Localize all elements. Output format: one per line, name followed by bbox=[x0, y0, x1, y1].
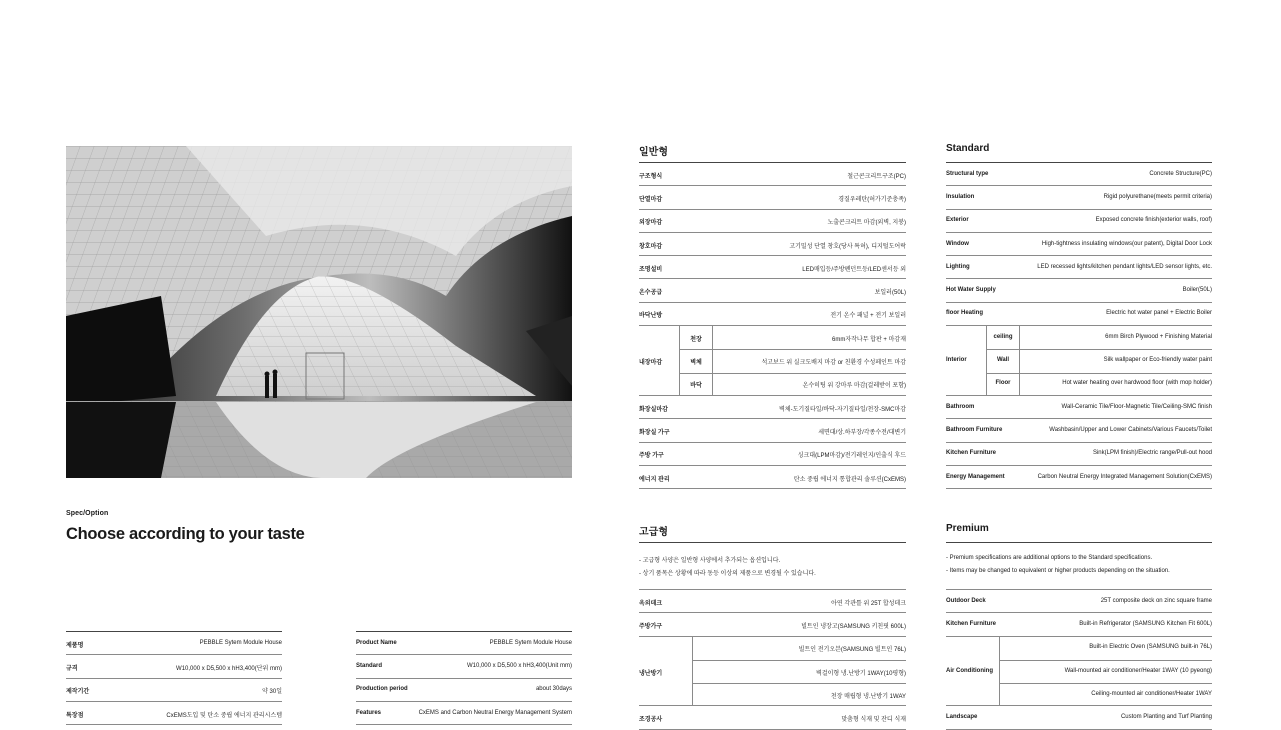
row-value: 빌트인 냉장고(SAMSUNG 키친핏 600L) bbox=[801, 623, 906, 630]
row-value: 25T composite deck on zinc square frame bbox=[1100, 597, 1212, 604]
row-value: 천장 매립형 냉.난방기 1WAY bbox=[830, 693, 906, 700]
table-row bbox=[639, 210, 906, 233]
row-value: W10,000 x D5,500 x hH3,400(Unit mm) bbox=[466, 662, 572, 669]
sub-label: 바닥 bbox=[690, 383, 702, 390]
row-label: Production period bbox=[356, 686, 408, 693]
interior-group bbox=[639, 326, 906, 396]
table-row bbox=[946, 419, 1212, 442]
row-label: Outdoor Deck bbox=[946, 597, 986, 604]
row-label: 조경공사 bbox=[639, 717, 663, 724]
row-label: Standard bbox=[356, 662, 383, 669]
row-value: Wall-Ceramic Tile/Floor-Magnetic Tile/Ceiling-SMC finish bbox=[1061, 403, 1212, 410]
row-value: High-tightness insulating windows(our patent), Digital Door Lock bbox=[1041, 240, 1212, 247]
table-row bbox=[66, 679, 282, 702]
row-value: 노출콘크리트 마감(외벽, 지붕) bbox=[827, 220, 906, 227]
table-row bbox=[946, 280, 1212, 303]
page-headline: Choose according to your taste bbox=[66, 525, 305, 543]
table-row bbox=[639, 613, 906, 636]
sub-label: 천장 bbox=[690, 336, 702, 343]
row-value: 전기 온수 패널 + 전기 보일러 bbox=[830, 313, 906, 320]
table-row bbox=[639, 466, 906, 489]
aircon-group bbox=[946, 637, 1212, 707]
group-divider bbox=[1019, 326, 1020, 396]
table-title: 고급형 bbox=[639, 527, 668, 538]
row-value: Electric hot water panel + Electric Boiler bbox=[1106, 310, 1212, 317]
row-label: 주방 가구 bbox=[639, 453, 664, 460]
aircon-group bbox=[639, 637, 906, 707]
row-value: 보일러(50L) bbox=[874, 290, 906, 297]
sub-rule bbox=[679, 373, 906, 374]
table-row bbox=[639, 233, 906, 256]
row-label: Bathroom bbox=[946, 403, 975, 410]
row-value: 맞춤형 식재 및 잔디 식재 bbox=[841, 717, 906, 724]
premium-note: - Premium specifications are additional options to the Standard specifications. bbox=[946, 555, 1153, 561]
table-row bbox=[946, 590, 1212, 613]
table-row bbox=[639, 707, 906, 730]
table-row bbox=[946, 396, 1212, 419]
sub-rule bbox=[986, 373, 1212, 374]
row-label: 화장실 가구 bbox=[639, 429, 670, 436]
table-row bbox=[946, 233, 1212, 256]
table-row bbox=[66, 632, 282, 655]
row-label: 특장점 bbox=[66, 712, 84, 719]
row-value: Built-in Refrigerator (SAMSUNG Kitchen Fit 600L) bbox=[1079, 620, 1212, 627]
table-row bbox=[946, 707, 1212, 730]
row-value: PEBBLE Sytem Module House bbox=[489, 639, 572, 646]
row-label: 규격 bbox=[66, 665, 78, 672]
row-label: Window bbox=[946, 240, 969, 247]
table-row bbox=[356, 702, 572, 725]
row-value: CxEMS and Carbon Neutral Energy Management System bbox=[418, 709, 572, 716]
row-value: 경질우레탄(허가기준충족) bbox=[838, 196, 906, 203]
table-row bbox=[639, 396, 906, 419]
row-value: 벽걸이형 냉.난방기 1WAY(10평형) bbox=[816, 670, 906, 677]
row-value: Exposed concrete finish(exterior walls, roof) bbox=[1095, 217, 1212, 224]
row-value: Built-in Electric Oven (SAMSUNG built-in 76L) bbox=[1089, 644, 1212, 651]
table-title: 일반형 bbox=[639, 147, 668, 158]
table-title: Standard bbox=[946, 143, 990, 154]
row-value: Custom Planting and Turf Planting bbox=[1120, 714, 1212, 721]
row-label: 주방가구 bbox=[639, 623, 663, 630]
row-value: Silk wallpaper or Eco-friendly water paint bbox=[1103, 357, 1212, 364]
table-row bbox=[639, 443, 906, 466]
row-label: floor Heating bbox=[946, 310, 983, 317]
table-row bbox=[639, 256, 906, 279]
table-row bbox=[946, 210, 1212, 233]
sub-rule bbox=[692, 683, 906, 684]
premium-note: - Items may be changed to equivalent or higher products depending on the situation. bbox=[946, 568, 1170, 574]
table-row bbox=[356, 655, 572, 678]
row-value: 고기밀성 단열 창호(당사 특허), 디지털도어락 bbox=[789, 243, 906, 250]
row-label: Landscape bbox=[946, 714, 978, 721]
row-value: 싱크대(LPM마감)/전기레인지/인출식 후드 bbox=[797, 453, 906, 460]
row-label: 온수공급 bbox=[639, 290, 663, 297]
row-label: 바닥난방 bbox=[639, 313, 663, 320]
table-row bbox=[639, 186, 906, 209]
row-label: Exterior bbox=[946, 217, 969, 224]
interior-group bbox=[946, 326, 1212, 396]
row-value: 6mm자작나무 합판 + 마감재 bbox=[831, 336, 906, 343]
row-value: PEBBLE Sytem Module House bbox=[199, 639, 282, 646]
premium-spec-table-kr bbox=[639, 520, 906, 724]
row-value: 약 30일 bbox=[262, 689, 282, 696]
row-value: Carbon Neutral Energy Integrated Management Solution(CxEMS) bbox=[1037, 473, 1212, 480]
row-label: Product Name bbox=[356, 639, 397, 646]
row-value: 석고보드 위 실크도배지 마감 or 친환경 수성페인트 마감 bbox=[761, 360, 906, 367]
group-divider bbox=[712, 326, 713, 396]
row-value: LED recessed lights/kitchen pendant lights/LED sensor lights, etc. bbox=[1037, 263, 1212, 270]
row-label: Kitchen Furniture bbox=[946, 450, 997, 457]
table-row bbox=[946, 443, 1212, 466]
table-row bbox=[639, 280, 906, 303]
table-top-rule bbox=[946, 542, 1212, 543]
group-label: Interior bbox=[946, 357, 967, 364]
table-row bbox=[66, 655, 282, 678]
row-label: 옥외데크 bbox=[639, 600, 663, 607]
row-value: Boiler(50L) bbox=[1182, 287, 1212, 294]
row-label: 에너지 관리 bbox=[639, 476, 670, 483]
row-label: 외장마감 bbox=[639, 220, 663, 227]
sub-label: Wall bbox=[996, 357, 1010, 364]
row-value: Concrete Structure(PC) bbox=[1149, 170, 1212, 177]
row-value: 탄소 중립 에너지 통합관리 솔루션(CxEMS) bbox=[793, 476, 906, 483]
row-value: Hot water heating over hardwood floor (with mop holder) bbox=[1062, 380, 1212, 387]
table-row bbox=[946, 163, 1212, 186]
row-value: W10,000 x D5,500 x hH3,400(단위 mm) bbox=[176, 665, 282, 672]
table-title: Premium bbox=[946, 523, 989, 534]
table-row bbox=[946, 186, 1212, 209]
row-label: Features bbox=[356, 709, 382, 716]
table-row bbox=[356, 679, 572, 702]
row-label: Bathroom Furniture bbox=[946, 426, 1003, 433]
row-label: 구조형식 bbox=[639, 173, 663, 180]
row-label: Hot Water Supply bbox=[946, 287, 996, 294]
table-row bbox=[946, 613, 1212, 636]
group-divider bbox=[999, 637, 1000, 707]
row-value: Ceiling-mounted air conditioner/Heater 1WAY bbox=[1091, 690, 1212, 697]
product-table-en bbox=[356, 631, 572, 721]
table-row bbox=[356, 632, 572, 655]
table-row bbox=[946, 466, 1212, 489]
table-top-rule bbox=[639, 542, 906, 543]
row-value: CxEMS도입 및 탄소 중립 에너지 관리시스템 bbox=[166, 712, 282, 719]
row-value: 빌트인 전기오븐(SAMSUNG 빌트인 76L) bbox=[798, 647, 906, 654]
row-label: Kitchen Furniture bbox=[946, 620, 997, 627]
row-label: Structural type bbox=[946, 170, 989, 177]
sub-label: ceiling bbox=[993, 333, 1013, 340]
table-row bbox=[66, 702, 282, 725]
row-label: Energy Management bbox=[946, 473, 1005, 480]
table-row bbox=[946, 256, 1212, 279]
sub-rule bbox=[679, 349, 906, 350]
group-label: 내장마감 bbox=[639, 360, 663, 367]
row-value: 철근콘크리트구조(PC) bbox=[847, 173, 906, 180]
sub-label: 벽체 bbox=[690, 360, 702, 367]
architecture-photo bbox=[66, 146, 572, 478]
row-value: 벽체-도기질타일/바닥-자기질타일/천장-SMC마감 bbox=[779, 406, 906, 413]
row-value: 아연 각관틀 위 25T 합성데크 bbox=[831, 600, 906, 607]
sub-rule bbox=[986, 349, 1212, 350]
row-value: Sink(LPM finish)/Electric range/Pull-out hood bbox=[1092, 450, 1212, 457]
premium-note: - 상기 품목은 상황에 따라 동등 이상의 제품으로 변경될 수 있습니다. bbox=[639, 571, 816, 577]
sub-rule bbox=[999, 660, 1212, 661]
row-value: 온수히팅 위 강마루 마감(걸레받이 포함) bbox=[802, 383, 906, 390]
row-label: 단열마감 bbox=[639, 196, 663, 203]
table-row bbox=[639, 590, 906, 613]
premium-note: - 고급형 사양은 일반형 사양에서 추가되는 옵션입니다. bbox=[639, 558, 781, 564]
sub-rule bbox=[999, 683, 1212, 684]
premium-spec-table-en bbox=[946, 520, 1212, 721]
row-value: 세면대/상.하부장/각종수전/대변기 bbox=[818, 429, 906, 436]
row-label: 제작기간 bbox=[66, 689, 90, 696]
standard-spec-table-en bbox=[946, 140, 1212, 490]
row-value: Wall-mounted air conditioner/Heater 1WAY (10 pyeong) bbox=[1064, 667, 1212, 674]
table-row bbox=[639, 419, 906, 442]
sub-label: Floor bbox=[995, 380, 1011, 387]
product-table-kr bbox=[66, 631, 282, 721]
row-value: 6mm Birch Plywood + Finishing Material bbox=[1105, 333, 1212, 340]
row-value: Rigid polyurethane(meets permit criteria) bbox=[1103, 193, 1212, 200]
row-value: LED매입등/주방펜던트등/LED센서등 외 bbox=[802, 266, 906, 273]
table-row bbox=[639, 303, 906, 326]
spec-option-kicker: Spec/Option bbox=[66, 510, 109, 517]
sub-rule bbox=[692, 660, 906, 661]
group-label: 냉난방기 bbox=[639, 670, 663, 677]
standard-spec-table-kr bbox=[639, 140, 906, 490]
row-label: 화장실마감 bbox=[639, 406, 668, 413]
row-value: Washbasin/Upper and Lower Cabinets/Various Faucets/Toilet bbox=[1049, 426, 1212, 433]
row-label: Lighting bbox=[946, 263, 970, 270]
row-label: 창호마감 bbox=[639, 243, 663, 250]
group-divider bbox=[692, 637, 693, 707]
row-value: about 30days bbox=[535, 686, 572, 693]
row-label: 제품명 bbox=[66, 642, 84, 649]
group-label: Air Conditioning bbox=[946, 667, 993, 674]
row-label: 조명설비 bbox=[639, 266, 663, 273]
table-row bbox=[639, 163, 906, 186]
table-row bbox=[946, 303, 1212, 326]
row-label: Insulation bbox=[946, 193, 975, 200]
